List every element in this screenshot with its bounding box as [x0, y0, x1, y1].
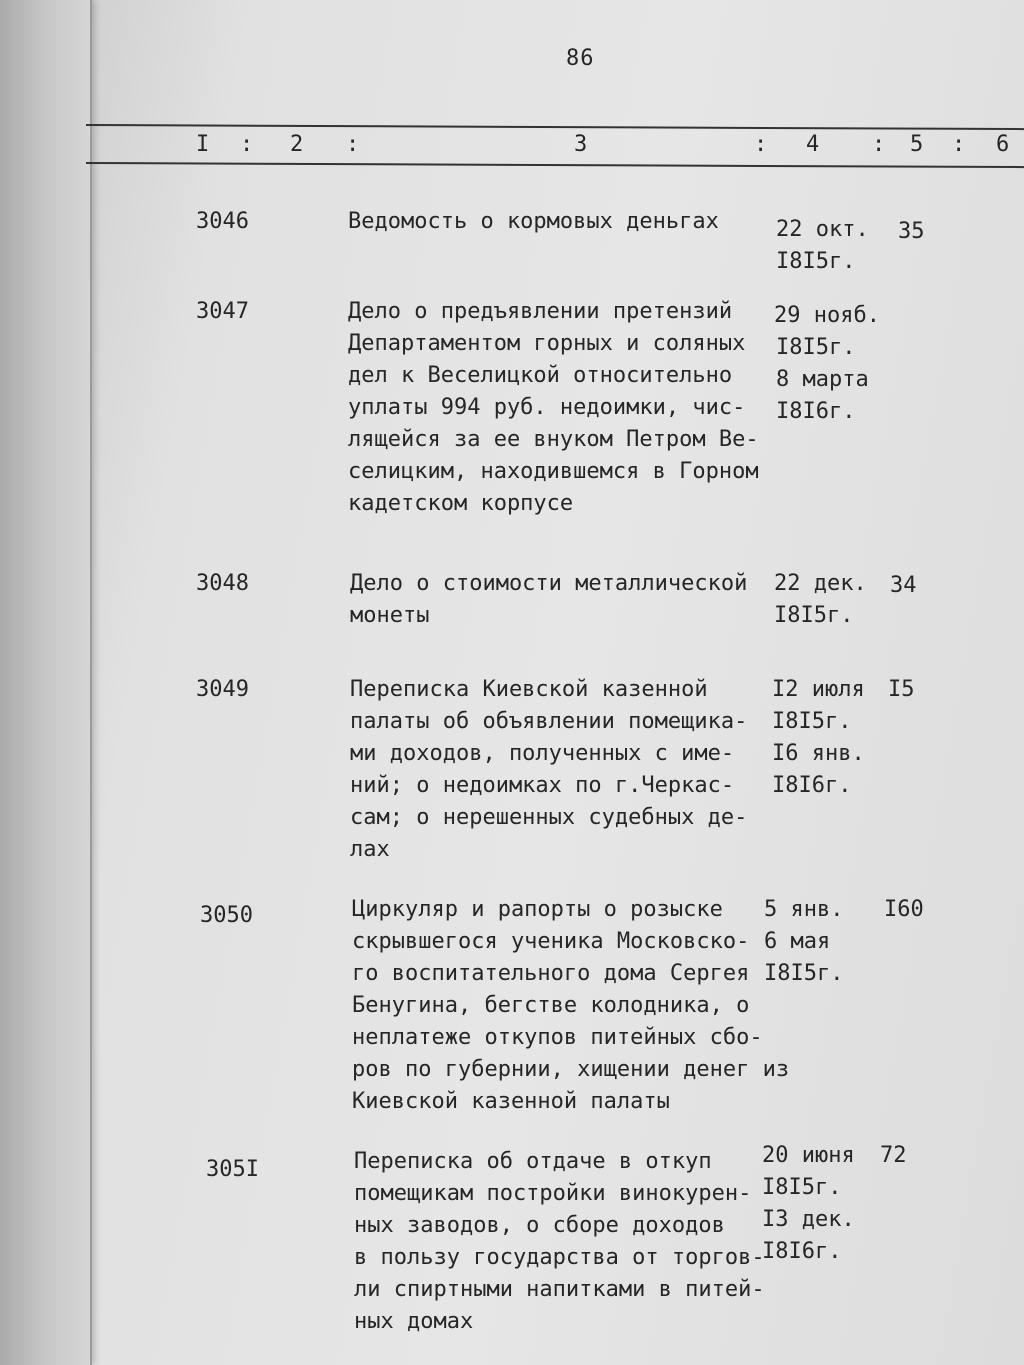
record-number: 305I: [206, 1157, 259, 1182]
record-description-line: монеты: [350, 603, 430, 628]
record-description-line: скрывшегося ученика Московско-: [352, 929, 750, 954]
record-description-line: Ведомость о кормовых деньгах: [348, 209, 719, 234]
record-description-line: неплатеже откупов питейных сбо-: [352, 1025, 763, 1050]
record-description-line: Департаментом горных и соляных: [348, 331, 746, 356]
record-date-line: I8I5г.: [772, 709, 852, 734]
header-col-6: 6: [996, 132, 1010, 157]
header-sep: :: [872, 132, 886, 157]
record-number: 3046: [196, 209, 249, 234]
record-date-line: I6 янв.: [772, 741, 865, 766]
record-description-line: уплаты 994 руб. недоимки, чис-: [348, 395, 746, 420]
record-date-line: 22 дек.: [774, 571, 867, 596]
header-col-4: 4: [806, 132, 820, 157]
header-col-1: I: [196, 132, 210, 157]
record-number: 3047: [196, 299, 249, 324]
record-number: 3050: [200, 903, 253, 928]
previous-page-edge: [0, 0, 92, 1365]
header-col-3: 3: [574, 132, 588, 157]
record-date-line: I8I5г.: [764, 961, 844, 986]
record-description-line: ных домах: [354, 1309, 474, 1334]
record-date-line: I8I6г.: [762, 1239, 842, 1264]
record-description-line: дел к Веселицкой относительно: [348, 363, 733, 388]
record-date-line: I8I5г.: [762, 1175, 842, 1200]
record-description-line: Дело о стоимости металлической: [350, 571, 748, 596]
header-col-5: 5: [910, 132, 924, 157]
record-description-line: Переписка об отдаче в откуп: [354, 1149, 712, 1174]
record-date-line: I8I6г.: [772, 773, 852, 798]
record-description-line: кадетском корпусе: [348, 491, 574, 516]
header-sep: :: [240, 132, 254, 157]
header-sep: :: [952, 132, 966, 157]
record-description-line: сам; о нерешенных судебных де-: [350, 805, 748, 830]
record-description-line: в пользу государства от торгов-: [354, 1245, 765, 1270]
record-date-line: I3 дек.: [762, 1207, 855, 1232]
header-sep: :: [754, 132, 768, 157]
record-sheets: I60: [884, 897, 924, 922]
record-description-line: ний; о недоимках по г.Черкас-: [350, 773, 735, 798]
record-date-line: I8I5г.: [776, 335, 856, 360]
record-sheets: 35: [898, 219, 925, 244]
record-date-line: I2 июля: [772, 677, 865, 702]
record-date-line: 22 окт.: [776, 217, 869, 242]
record-description-line: го воспитательного дома Сергея: [352, 961, 750, 986]
record-description-line: помещикам постройки винокурен-: [354, 1181, 752, 1206]
record-description-line: Дело о предъявлении претензий: [348, 299, 733, 324]
record-date-line: 20 июня: [762, 1143, 855, 1168]
record-description-line: Циркуляр и рапорты о розыске: [352, 897, 723, 922]
record-date-line: I8I5г.: [774, 603, 854, 628]
record-description-line: ми доходов, полученных с име-: [350, 741, 735, 766]
header-col-2: 2: [290, 132, 304, 157]
header-sep: :: [346, 132, 360, 157]
record-description-line: селицким, находившемся в Горном: [348, 459, 759, 484]
record-description-line: ли спиртными напитками в питей-: [354, 1277, 765, 1302]
record-description-line: лящейся за ее внуком Петром Ве-: [348, 427, 759, 452]
record-description-line: ных заводов, о сборе доходов: [354, 1213, 725, 1238]
record-sheets: 72: [880, 1143, 907, 1168]
record-description-line: Переписка Киевской казенной: [350, 677, 708, 702]
table-header-bottom-rule: [86, 162, 1024, 168]
record-date-line: 6 мая: [764, 929, 831, 954]
record-description-line: Киевской казенной палаты: [352, 1089, 670, 1114]
record-description-line: ров по губернии, хищении денег из: [352, 1057, 790, 1082]
record-date-line: I8I5г.: [776, 249, 856, 274]
page-number: 86: [566, 46, 595, 71]
record-sheets: 34: [890, 573, 917, 598]
record-date-line: 5 янв.: [764, 897, 844, 922]
record-description-line: лах: [350, 837, 390, 862]
record-description-line: Бенугина, бегстве колодника, о: [352, 993, 750, 1018]
record-sheets: I5: [888, 677, 915, 702]
record-date-line: I8I6г.: [776, 399, 856, 424]
table-header-top-rule: [86, 124, 1024, 130]
record-number: 3048: [196, 571, 249, 596]
record-description-line: палаты об объявлении помещика-: [350, 709, 748, 734]
record-date-line: 29 нояб.: [774, 303, 880, 328]
record-date-line: 8 марта: [776, 367, 869, 392]
record-number: 3049: [196, 677, 249, 702]
